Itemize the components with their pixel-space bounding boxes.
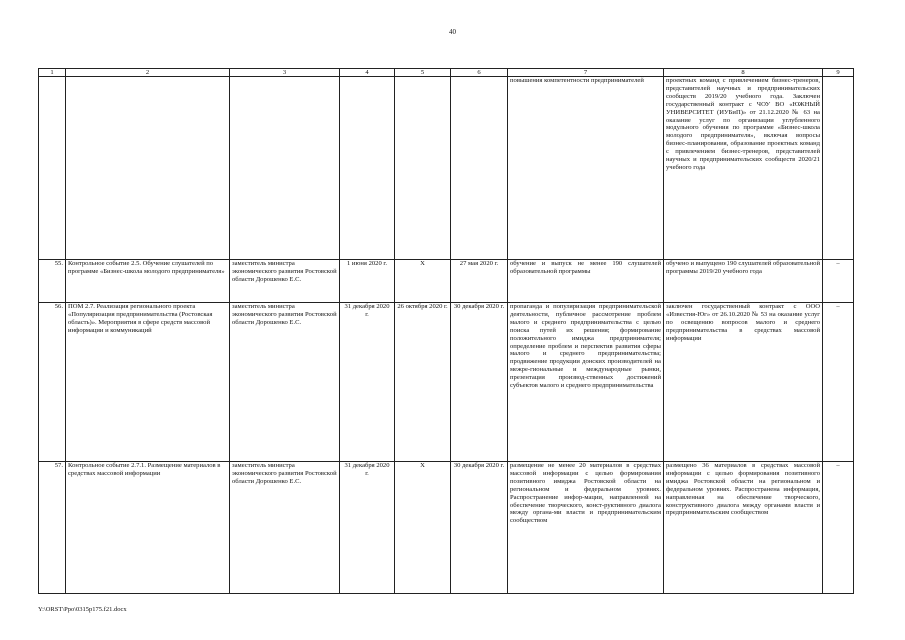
planned-date: 1 июня 2020 г. — [340, 260, 395, 303]
actual-result: проектных команд с привлечением бизнес-тренеров, представителей научных и предпринимательских сообществ 2019/20 учебного года. Заключен государственный контракт с ЧОУ ВО «ЮЖНЫЙ УНИВЕРСИТЕТ (ИУБиП)» от 21.12.2020 № 63 на оказание услуг по организации углубленного модульного обучения по программе «Бизнес-школа молодого предпринимателя», включая вопросы бизнес-планирования, образование проектных команд с привлечением бизнес-тренеров, представителей научных и предпринимательских сообществ 2020/21 учебного года — [664, 77, 823, 260]
actual-end-date: 30 декабря 2020 г. — [451, 303, 508, 462]
planned-date: 31 декабря 2020 г. — [340, 462, 395, 594]
responsible-person: заместитель министра экономического развития Ростовской области Дорошенко Е.С. — [230, 303, 340, 462]
actual-result: размещено 36 материалов в средствах массовой информации с целью формирования позитивного имиджа Ростовской области на региональном и федеральном уровнях. Распространена информация, направленная на обеспечение творческого, конструктивного диалога между органами власти и предпринимательским сообществом — [664, 462, 823, 594]
col-header: 3 — [230, 69, 340, 77]
col-header: 9 — [823, 69, 854, 77]
actual-end-date: 27 мая 2020 г. — [451, 260, 508, 303]
notes — [823, 77, 854, 260]
event-name — [66, 77, 230, 260]
col-header: 5 — [395, 69, 451, 77]
event-name: Контрольное событие 2.7.1. Размещение материалов в средствах массовой информации — [66, 462, 230, 594]
row-number — [39, 77, 66, 260]
col-header: 1 — [39, 69, 66, 77]
event-name: ПОМ 2.7. Реализация регионального проекта «Популяризация предпринимательства (Ростовская область)». Мероприятия в сфере средств массовой информации и коммуникаций — [66, 303, 230, 462]
event-name: Контрольное событие 2.5. Обучение слушателей по программе «Бизнес-школа молодого предпринимателя» — [66, 260, 230, 303]
table-row — [39, 303, 854, 462]
actual-result: заключен государственный контракт с ООО «Известия-Юг» от 26.10.2020 № 53 на оказание услуг по освещению вопросов малого и среднего предпринимательства в средствах массовой информации — [664, 303, 823, 462]
actual-start-date: Х — [395, 462, 451, 594]
notes: – — [823, 462, 854, 594]
actual-start-date: Х — [395, 260, 451, 303]
actual-result: обучено и выпущено 190 слушателей образовательной программы 2019/20 учебного года — [664, 260, 823, 303]
actual-start-date: 26 октября 2020 г. — [395, 303, 451, 462]
expected-result: повышения компетентности предпринимателей — [508, 77, 664, 260]
expected-result: размещение не менее 20 материалов в средствах массовой информации с целью формирования позитивного имиджа Ростовской области на региональном и федеральном уровнях. Распространение инфор-мации, направленной на обеспечение творческого, конст-руктивного диалога между органа-ми власти и предпринимательским сообществом — [508, 462, 664, 594]
col-header: 6 — [451, 69, 508, 77]
responsible-person: заместитель министра экономического развития Ростовской области Дорошенко Е.С. — [230, 462, 340, 594]
col-header: 4 — [340, 69, 395, 77]
actual-end-date — [451, 77, 508, 260]
col-header: 2 — [66, 69, 230, 77]
row-number: 55. — [39, 260, 66, 303]
planned-date — [340, 77, 395, 260]
column-number-row — [39, 69, 854, 77]
actual-start-date — [395, 77, 451, 260]
col-header: 8 — [664, 69, 823, 77]
col-header: 7 — [508, 69, 664, 77]
expected-result: обучение и выпуск не менее 190 слушателей образовательной программы — [508, 260, 664, 303]
expected-result: пропаганда и популяризация предпринимательской деятельности, публичное рассмотрение проблем малого и среднего предпринимательства с целью поиска путей их решения; формирование положительного имиджа предпринимателя; определение проблем и перспектив развития сферы малого и среднего предпринимательства; продвижение продукции донских производителей на межре-гиональные и международные рынки, презентация производ-ственных достижений субъектов малого и среднего предпринимательства — [508, 303, 664, 462]
planned-date: 31 декабря 2020 г. — [340, 303, 395, 462]
responsible-person: заместитель министра экономического развития Ростовской области Дорошенко Е.С. — [230, 260, 340, 303]
table-row-continued — [39, 77, 854, 260]
actual-end-date: 30 декабря 2020 г. — [451, 462, 508, 594]
file-path-footer: Y:\ORST\Ppo\0315p175.f21.docx — [38, 606, 127, 613]
page-number: 40 — [449, 28, 456, 36]
report-table — [38, 68, 854, 594]
notes: – — [823, 260, 854, 303]
row-number: 56. — [39, 303, 66, 462]
responsible-person — [230, 77, 340, 260]
table-row — [39, 462, 854, 594]
row-number: 57. — [39, 462, 66, 594]
table-row — [39, 260, 854, 303]
notes: – — [823, 303, 854, 462]
